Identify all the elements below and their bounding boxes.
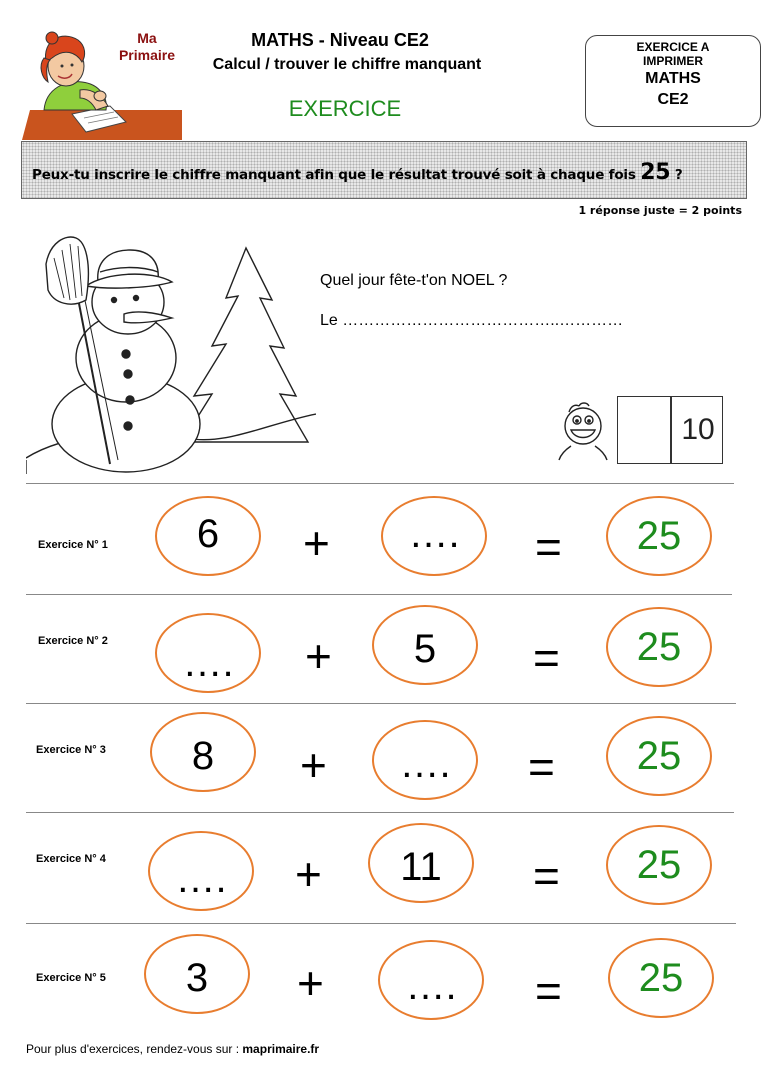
answer-box-value: 10 bbox=[681, 413, 715, 446]
operand-right-value: …. bbox=[399, 742, 451, 786]
answer-box-divider bbox=[670, 397, 672, 463]
plus-sign: + bbox=[295, 848, 322, 900]
operand-left-value: 8 bbox=[191, 734, 215, 778]
page-subtitle: Calcul / trouver le chiffre manquant bbox=[212, 56, 482, 73]
result-oval bbox=[606, 825, 712, 905]
equals-sign: = bbox=[533, 850, 560, 902]
operand-right[interactable] bbox=[378, 940, 484, 1020]
operand-right-value: …. bbox=[405, 964, 457, 1008]
exercise-label: Exercice N° 3 bbox=[36, 744, 106, 756]
badge-line-2: IMPRIMER bbox=[643, 54, 703, 68]
result-value: 25 bbox=[636, 734, 682, 778]
operand-right[interactable] bbox=[372, 605, 478, 685]
footer-text: Pour plus d'exercices, rendez-vous sur : bbox=[26, 1042, 243, 1056]
operand-right-value: 5 bbox=[413, 627, 437, 671]
exercise-label: Exercice N° 5 bbox=[36, 972, 106, 984]
instruction-text-after: ? bbox=[674, 167, 683, 183]
logo-text bbox=[112, 30, 182, 64]
exercise-label: Exercice N° 4 bbox=[36, 853, 106, 865]
result-value: 25 bbox=[636, 514, 682, 558]
result-oval bbox=[606, 496, 712, 576]
operand-left[interactable] bbox=[155, 496, 261, 576]
operand-right[interactable] bbox=[368, 823, 474, 903]
exercise-row-2 bbox=[0, 595, 768, 705]
exercise-label: Exercice N° 1 bbox=[38, 539, 108, 551]
operand-right[interactable] bbox=[372, 720, 478, 800]
operand-left-value: …. bbox=[175, 857, 227, 901]
result-oval bbox=[606, 716, 712, 796]
result-oval bbox=[606, 607, 712, 687]
level-badge bbox=[585, 35, 761, 127]
plus-sign: + bbox=[305, 630, 332, 682]
logo-line-2: Primaire bbox=[118, 47, 176, 63]
snowman-illustration-icon bbox=[26, 228, 316, 474]
result-value: 25 bbox=[636, 843, 682, 887]
footer-site-link[interactable]: maprimaire.fr bbox=[242, 1042, 320, 1056]
answer-box bbox=[617, 396, 723, 464]
operand-right-value: 11 bbox=[400, 845, 442, 889]
instruction-text-before: Peux-tu inscrire le chiffre manquant afin que le résultat trouvé soit à chaque fois bbox=[32, 167, 636, 183]
operand-left[interactable] bbox=[155, 613, 261, 693]
exercise-row-5 bbox=[0, 924, 768, 1034]
smiley-face-icon bbox=[553, 400, 613, 462]
instruction-target: 25 bbox=[640, 160, 671, 185]
operand-left[interactable] bbox=[150, 712, 256, 792]
operand-left[interactable] bbox=[148, 831, 254, 911]
plus-sign: + bbox=[303, 517, 330, 569]
footer bbox=[26, 1042, 319, 1056]
logo-line-1: Ma bbox=[137, 30, 157, 46]
result-value: 25 bbox=[638, 956, 684, 1000]
instruction-text bbox=[32, 160, 683, 185]
operand-right[interactable] bbox=[381, 496, 487, 576]
scoring-note: 1 réponse juste = 2 points bbox=[578, 204, 742, 217]
plus-sign: + bbox=[300, 739, 327, 791]
equals-sign: = bbox=[535, 521, 562, 573]
badge-line-4: CE2 bbox=[657, 91, 689, 108]
result-value: 25 bbox=[636, 625, 682, 669]
exercise-label: Exercice N° 2 bbox=[38, 635, 108, 647]
answer-line[interactable]: Le …………………………………..………… bbox=[320, 312, 624, 329]
exercise-row-4 bbox=[0, 813, 768, 923]
badge-line-3: MATHS bbox=[645, 70, 701, 87]
operand-right-value: …. bbox=[408, 512, 460, 556]
operand-left-value: 6 bbox=[196, 512, 220, 556]
operand-left-value: 3 bbox=[185, 956, 209, 1000]
result-oval bbox=[608, 938, 714, 1018]
plus-sign: + bbox=[297, 957, 324, 1009]
badge-line-1: EXERCICE A bbox=[636, 40, 710, 54]
exercise-row-1 bbox=[0, 484, 768, 594]
page-title: MATHS - Niveau CE2 bbox=[251, 30, 429, 50]
exercise-label: EXERCICE bbox=[288, 96, 402, 121]
equals-sign: = bbox=[528, 741, 555, 793]
operand-left[interactable] bbox=[144, 934, 250, 1014]
question-text: Quel jour fête-t'on NOEL ? bbox=[320, 272, 508, 289]
exercise-row-3 bbox=[0, 704, 768, 814]
equals-sign: = bbox=[533, 632, 560, 684]
equals-sign: = bbox=[535, 965, 562, 1017]
instruction-banner bbox=[21, 141, 747, 199]
operand-left-value: …. bbox=[182, 641, 234, 685]
